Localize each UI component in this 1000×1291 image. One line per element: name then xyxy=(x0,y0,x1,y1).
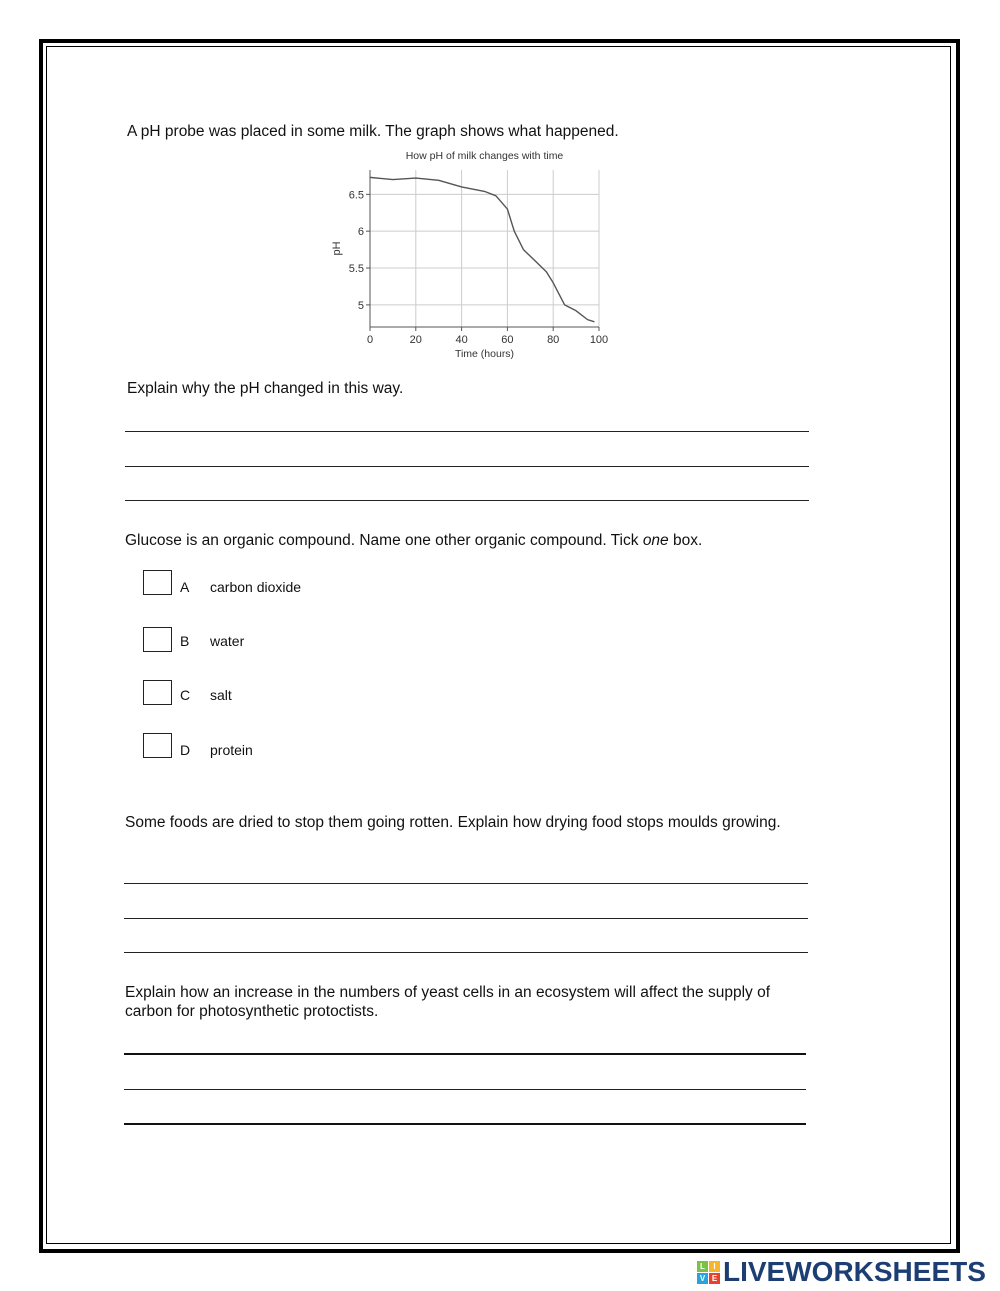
chart-title: How pH of milk changes with time xyxy=(405,150,564,162)
x-tick-label: 60 xyxy=(501,334,514,346)
logo-letter: I xyxy=(709,1261,720,1272)
answer-line[interactable] xyxy=(124,1089,806,1090)
q2-prompt-emphasis: one xyxy=(642,532,669,549)
option-letter: A xyxy=(180,579,190,595)
option-letter: B xyxy=(180,633,190,649)
y-tick-label: 5.5 xyxy=(348,263,364,276)
checkbox-a[interactable] xyxy=(143,570,172,595)
series-line-ph xyxy=(370,177,594,321)
answer-line[interactable] xyxy=(124,1123,806,1125)
checkbox-b[interactable] xyxy=(143,627,172,652)
logo-text: LIVEWORKSHEETS xyxy=(723,1256,986,1287)
logo-letter: E xyxy=(709,1273,720,1284)
logo-letter: V xyxy=(697,1273,708,1284)
y-axis-label: pH xyxy=(331,241,343,256)
q2-prompt xyxy=(125,531,702,550)
q3-prompt: Some foods are dried to stop them going rotten. Explain how drying food stops moulds growing. xyxy=(125,814,781,831)
answer-line[interactable] xyxy=(124,952,808,953)
checkbox-d[interactable] xyxy=(143,733,172,758)
option-label: salt xyxy=(210,687,232,703)
option-label: carbon dioxide xyxy=(210,579,302,595)
checkbox-c[interactable] xyxy=(143,680,172,705)
x-tick-label: 100 xyxy=(589,334,609,346)
answer-line[interactable] xyxy=(124,883,808,884)
option-label: protein xyxy=(210,742,253,758)
x-tick-label: 40 xyxy=(455,334,468,346)
q2-prompt-text: Glucose is an organic compound. Name one other organic compound. Tick xyxy=(125,532,643,549)
x-axis-label: Time (hours) xyxy=(454,348,515,360)
answer-line[interactable] xyxy=(124,1053,806,1055)
x-tick-label: 20 xyxy=(409,334,422,346)
logo-letter: L xyxy=(697,1261,708,1272)
y-tick-label: 5 xyxy=(357,299,364,312)
y-tick-label: 6.5 xyxy=(348,189,364,202)
answer-line[interactable] xyxy=(125,466,809,467)
logo-mark-icon xyxy=(697,1261,720,1284)
q4-prompt: Explain how an increase in the numbers of yeast cells in an ecosystem will affect the supply of carbon for photosynthetic protoctists. xyxy=(125,984,771,1020)
y-tick-label: 6 xyxy=(357,226,364,239)
q2-prompt-end: box. xyxy=(668,532,703,549)
answer-line[interactable] xyxy=(125,431,809,432)
liveworksheets-logo xyxy=(697,1256,986,1288)
x-tick-label: 0 xyxy=(366,334,374,346)
x-tick-label: 80 xyxy=(547,334,560,346)
option-label: water xyxy=(210,633,245,649)
answer-line[interactable] xyxy=(125,500,809,501)
answer-line[interactable] xyxy=(124,918,808,919)
option-letter: C xyxy=(180,687,191,703)
ph-chart xyxy=(320,140,620,370)
option-letter: D xyxy=(180,742,191,758)
q1-prompt: Explain why the pH changed in this way. xyxy=(127,380,404,397)
q1-intro: A pH probe was placed in some milk. The graph shows what happened. xyxy=(127,123,619,140)
